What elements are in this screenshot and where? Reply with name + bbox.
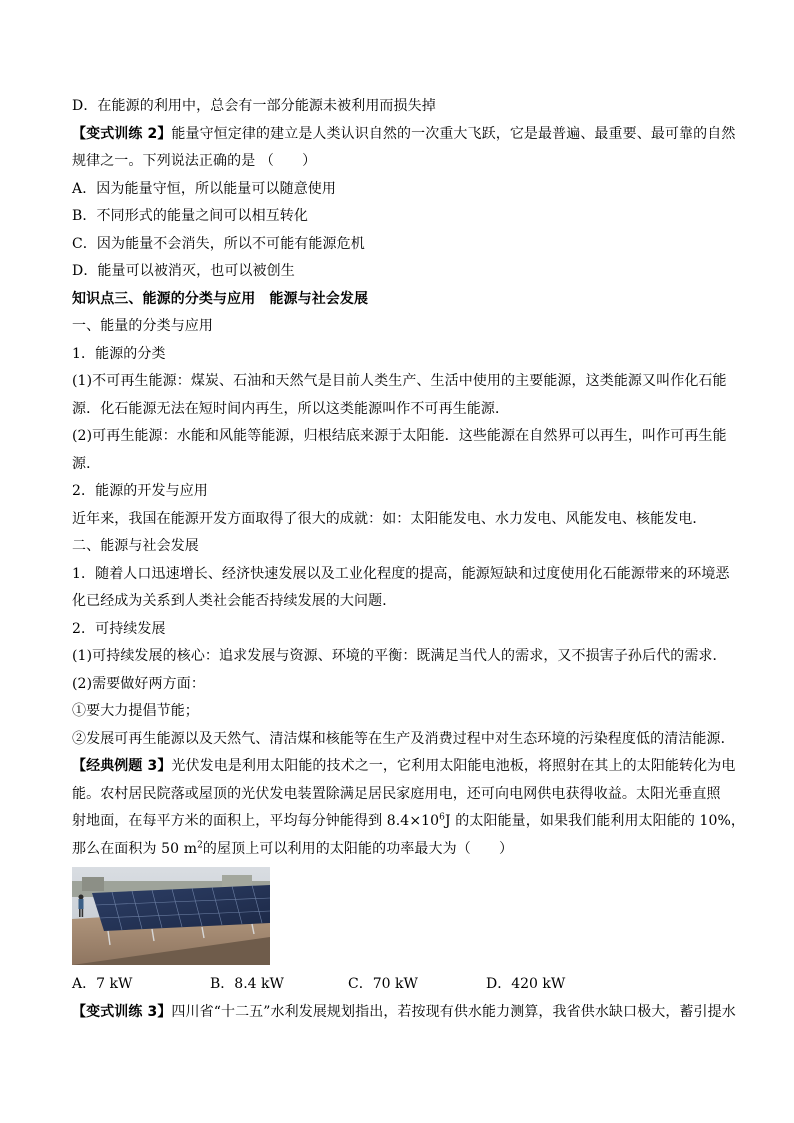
question-stem: 能量守恒定律的建立是人类认识自然的一次重大飞跃，它是最普遍、最重要、最可靠的自然 xyxy=(171,125,736,142)
option-d: D．能量可以被消灭，也可以被创生 xyxy=(72,263,295,279)
subheading: 一、能量的分类与应用 xyxy=(72,318,213,334)
label-variant-2: 【变式训练 2】 xyxy=(72,125,172,142)
option-c: C．70 kW xyxy=(348,976,418,992)
option-b: B．8.4 kW xyxy=(210,976,284,992)
section-heading: 知识点三、能源的分类与应用 能源与社会发展 xyxy=(72,290,369,307)
text-line: D．在能源的利用中，总会有一部分能源未被利用而损失掉 xyxy=(72,98,436,114)
label-variant-3: 【变式训练 3】 xyxy=(72,1003,172,1020)
option-b: B．不同形式的能量之间可以相互转化 xyxy=(72,208,308,224)
text-line: 那么在面积为 50 $m^2$的屋顶上可以利用的太阳能的功率最大为（ ） xyxy=(72,839,514,857)
text-line xyxy=(72,753,736,781)
text-line xyxy=(72,999,736,1027)
subheading: 2．能源的开发与应用 xyxy=(72,483,208,499)
text-line: 源． xyxy=(72,455,101,472)
text-line: 能。农村居民院落或屋顶的光伏发电装置除满足居民家庭用电，还可向电网供电获得收益。太阳光垂直照 xyxy=(72,785,721,802)
text-line: 近年来，我国在能源开发方面取得了很大的成就：如：太阳能发电、水力发电、风能发电、核能发电． xyxy=(72,510,707,527)
text-line xyxy=(72,121,736,149)
text-line: 1．随着人口迅速增长、经济快速发展以及工业化程度的提高，能源短缺和过度使用化石能源带来的环境恶 xyxy=(72,565,730,582)
text-line: ①要大力提倡节能； xyxy=(72,703,199,719)
document-page xyxy=(72,93,746,1026)
label-example-3: 【经典例题 3】 xyxy=(72,758,172,774)
text-line: (1)不可再生能源：煤炭、石油和天然气是目前人类生产、生活中使用的主要能源，这类能源又叫作化石能 xyxy=(72,373,727,389)
option-c: C．因为能量不会消失，所以不可能有能源危机 xyxy=(72,235,365,252)
subheading: 2．可持续发展 xyxy=(72,620,166,637)
text-line: (2)需要做好两方面： xyxy=(72,675,205,692)
text-line: (2)可再生能源：水能和风能等能源，归根结底来源于太阳能．这些能源在自然界可以再生，叫作可再生能 xyxy=(72,428,727,444)
text-line: 规律之一。下列说法正确的是 （ ） xyxy=(72,153,317,169)
text-line: ②发展可再生能源以及天然气、清洁煤和核能等在生产及消费过程中对生态环境的污染程度低的清洁能源． xyxy=(72,730,735,747)
answer-options xyxy=(72,971,732,999)
option-d: D．420 kW xyxy=(486,976,566,992)
subheading: 二、能源与社会发展 xyxy=(72,538,199,554)
text-line: (1)可持续发展的核心：追求发展与资源、环境的平衡：既满足当代人的需求，又不损害子孙后代的需求． xyxy=(72,648,727,664)
text-line: 化已经成为关系到人类社会能否持续发展的大问题． xyxy=(72,593,397,609)
question-stem: 光伏发电是利用太阳能的技术之一，它利用太阳能电池板，将照射在其上的太阳能转化为电 xyxy=(171,758,736,774)
solar-panel-photo xyxy=(72,867,270,965)
option-a: A．7 kW xyxy=(72,976,133,992)
subheading: 1．能源的分类 xyxy=(72,345,166,362)
text-line: 源．化石能源无法在短时间内再生，所以这类能源叫作不可再生能源． xyxy=(72,400,510,417)
option-a: A．因为能量守恒，所以能量可以随意使用 xyxy=(72,180,337,197)
text-line: 射地面，在每平方米的面积上，平均每分钟能得到 $8.4\times 10^6J$ 的太阳能量，如果我们能利用太阳能的 10%， xyxy=(72,812,746,829)
question-stem: 四川省“十二五”水利发展规划指出，若按现有供水能力测算，我省供水缺口极大，蓄引提水 xyxy=(171,1003,736,1020)
